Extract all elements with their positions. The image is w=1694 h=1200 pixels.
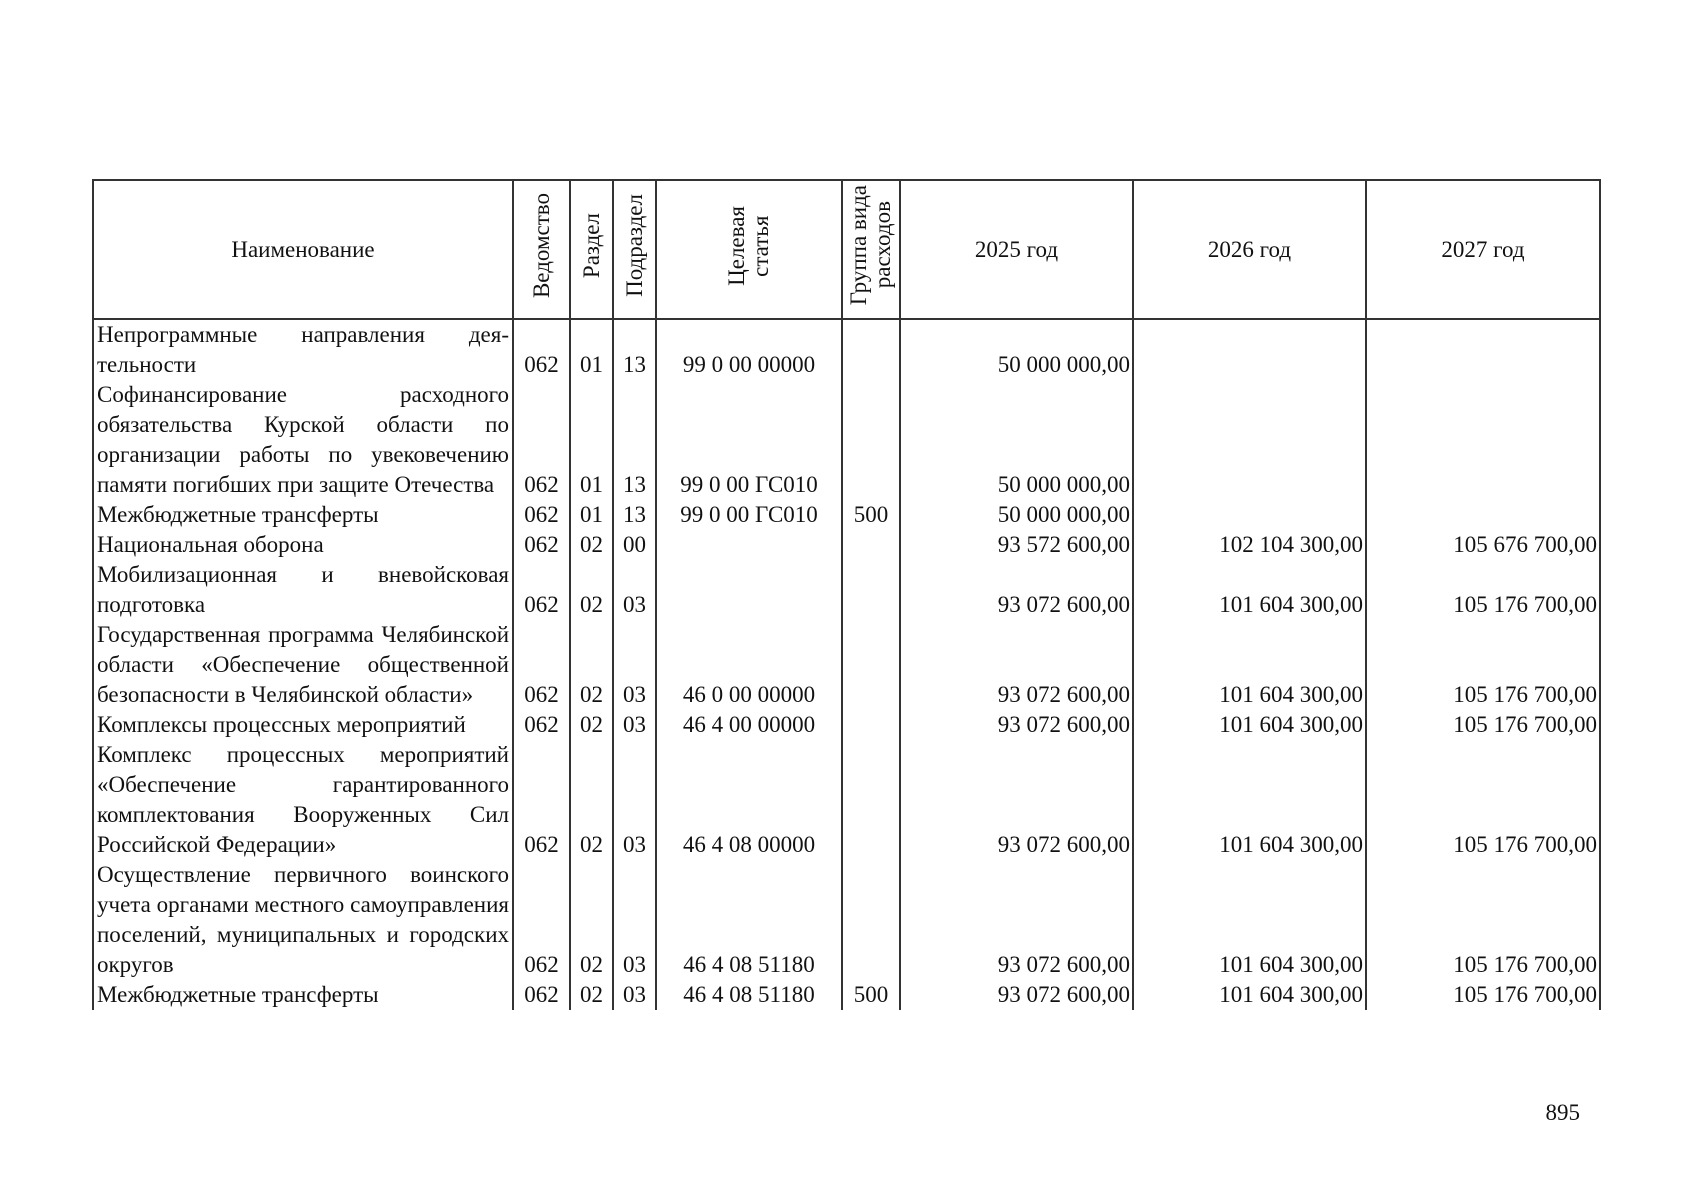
header-celevaya: Целевая статья bbox=[656, 180, 842, 319]
row-ved: 062 bbox=[513, 710, 570, 740]
row-razdel: 02 bbox=[570, 860, 613, 980]
row-celevaya: 99 0 00 ГС010 bbox=[656, 380, 842, 500]
row-2025: 50 000 000,00 bbox=[900, 319, 1133, 380]
row-2025: 93 072 600,00 bbox=[900, 980, 1133, 1010]
header-gruppa: Группа вида расходов bbox=[842, 180, 900, 319]
row-celevaya: 46 4 08 51180 bbox=[656, 980, 842, 1010]
row-gruppa bbox=[842, 560, 900, 620]
row-ved: 062 bbox=[513, 860, 570, 980]
row-podrazdel: 13 bbox=[613, 380, 656, 500]
row-2026 bbox=[1133, 319, 1366, 380]
row-gruppa bbox=[842, 530, 900, 560]
row-2027: 105 176 700,00 bbox=[1366, 980, 1600, 1010]
row-razdel: 02 bbox=[570, 740, 613, 860]
row-name: Софинансирование расходного обязательства Курской области по организации работы по увековечению памяти погибших при защите Отечества bbox=[93, 380, 513, 500]
header-name: Наименование bbox=[93, 180, 513, 319]
row-gruppa bbox=[842, 710, 900, 740]
row-celevaya: 46 4 08 00000 bbox=[656, 740, 842, 860]
row-2027 bbox=[1366, 500, 1600, 530]
row-ved: 062 bbox=[513, 560, 570, 620]
row-2026 bbox=[1133, 380, 1366, 500]
row-podrazdel: 00 bbox=[613, 530, 656, 560]
row-gruppa bbox=[842, 380, 900, 500]
row-2027: 105 176 700,00 bbox=[1366, 560, 1600, 620]
row-celevaya: 46 4 08 51180 bbox=[656, 860, 842, 980]
row-ved: 062 bbox=[513, 980, 570, 1010]
row-ved: 062 bbox=[513, 319, 570, 380]
table-body bbox=[93, 319, 1600, 1010]
table-row bbox=[93, 380, 1600, 500]
row-ved: 062 bbox=[513, 740, 570, 860]
table-row bbox=[93, 560, 1600, 620]
row-2026: 101 604 300,00 bbox=[1133, 560, 1366, 620]
row-ved: 062 bbox=[513, 620, 570, 710]
header-2026: 2026 год bbox=[1133, 180, 1366, 319]
page-number: 895 bbox=[1545, 1100, 1580, 1125]
row-2027 bbox=[1366, 319, 1600, 380]
row-name: Государственная программа Челябинской области «Обеспечение общественной безопасности в Челябинской области» bbox=[93, 620, 513, 710]
header-2025: 2025 год bbox=[900, 180, 1133, 319]
row-celevaya bbox=[656, 560, 842, 620]
row-2025: 93 072 600,00 bbox=[900, 710, 1133, 740]
row-2025: 93 572 600,00 bbox=[900, 530, 1133, 560]
row-2026: 101 604 300,00 bbox=[1133, 710, 1366, 740]
row-2025: 93 072 600,00 bbox=[900, 740, 1133, 860]
table-row bbox=[93, 740, 1600, 860]
table-row bbox=[93, 620, 1600, 710]
row-podrazdel: 03 bbox=[613, 560, 656, 620]
row-razdel: 01 bbox=[570, 500, 613, 530]
row-name: Межбюджетные трансферты bbox=[93, 980, 513, 1010]
table-header bbox=[93, 180, 1600, 319]
row-podrazdel: 03 bbox=[613, 860, 656, 980]
row-razdel: 02 bbox=[570, 530, 613, 560]
row-gruppa: 500 bbox=[842, 500, 900, 530]
row-name: Национальная оборона bbox=[93, 530, 513, 560]
row-name: Непрограммные направления деятельности bbox=[93, 319, 513, 380]
row-2027: 105 176 700,00 bbox=[1366, 860, 1600, 980]
row-2027: 105 676 700,00 bbox=[1366, 530, 1600, 560]
row-2026 bbox=[1133, 500, 1366, 530]
table-row bbox=[93, 980, 1600, 1010]
row-2026: 101 604 300,00 bbox=[1133, 620, 1366, 710]
row-2025: 50 000 000,00 bbox=[900, 500, 1133, 530]
row-name: Межбюджетные трансферты bbox=[93, 500, 513, 530]
row-2026: 101 604 300,00 bbox=[1133, 860, 1366, 980]
row-podrazdel: 13 bbox=[613, 319, 656, 380]
row-podrazdel: 03 bbox=[613, 620, 656, 710]
row-2025: 93 072 600,00 bbox=[900, 560, 1133, 620]
row-razdel: 01 bbox=[570, 380, 613, 500]
row-name: Мобилизационная и вневойсковая подготовка bbox=[93, 560, 513, 620]
row-celevaya: 46 4 00 00000 bbox=[656, 710, 842, 740]
row-name: Осуществление первичного воинского учета органами местного самоуправления поселений, муниципальных и городских округов bbox=[93, 860, 513, 980]
header-ved: Ведомство bbox=[513, 180, 570, 319]
table-row bbox=[93, 710, 1600, 740]
row-gruppa bbox=[842, 740, 900, 860]
row-razdel: 02 bbox=[570, 560, 613, 620]
row-podrazdel: 03 bbox=[613, 710, 656, 740]
row-2026: 101 604 300,00 bbox=[1133, 980, 1366, 1010]
row-podrazdel: 03 bbox=[613, 980, 656, 1010]
table-row bbox=[93, 860, 1600, 980]
row-name: Комплексы процессных мероприятий bbox=[93, 710, 513, 740]
row-celevaya bbox=[656, 530, 842, 560]
row-2026: 101 604 300,00 bbox=[1133, 740, 1366, 860]
row-2027: 105 176 700,00 bbox=[1366, 710, 1600, 740]
row-2025: 93 072 600,00 bbox=[900, 620, 1133, 710]
row-2027: 105 176 700,00 bbox=[1366, 740, 1600, 860]
row-podrazdel: 03 bbox=[613, 740, 656, 860]
row-ved: 062 bbox=[513, 380, 570, 500]
row-2027 bbox=[1366, 380, 1600, 500]
table-row bbox=[93, 319, 1600, 380]
row-ved: 062 bbox=[513, 500, 570, 530]
row-2026: 102 104 300,00 bbox=[1133, 530, 1366, 560]
table-row bbox=[93, 500, 1600, 530]
header-2027: 2027 год bbox=[1366, 180, 1600, 319]
row-2027: 105 176 700,00 bbox=[1366, 620, 1600, 710]
row-razdel: 02 bbox=[570, 980, 613, 1010]
row-ved: 062 bbox=[513, 530, 570, 560]
row-razdel: 01 bbox=[570, 319, 613, 380]
row-2025: 50 000 000,00 bbox=[900, 380, 1133, 500]
row-razdel: 02 bbox=[570, 620, 613, 710]
row-podrazdel: 13 bbox=[613, 500, 656, 530]
row-name: Комплекс процессных мероприятий «Обеспечение гарантированного комплектования Вооруженных Сил Российской Федерации» bbox=[93, 740, 513, 860]
row-celevaya: 99 0 00 ГС010 bbox=[656, 500, 842, 530]
row-gruppa: 500 bbox=[842, 980, 900, 1010]
row-gruppa bbox=[842, 319, 900, 380]
row-razdel: 02 bbox=[570, 710, 613, 740]
row-gruppa bbox=[842, 620, 900, 710]
header-podrazdel: Подраздел bbox=[613, 180, 656, 319]
header-razdel: Раздел bbox=[570, 180, 613, 319]
row-gruppa bbox=[842, 860, 900, 980]
row-2025: 93 072 600,00 bbox=[900, 860, 1133, 980]
row-celevaya: 46 0 00 00000 bbox=[656, 620, 842, 710]
row-celevaya: 99 0 00 00000 bbox=[656, 319, 842, 380]
table-row bbox=[93, 530, 1600, 560]
budget-table bbox=[92, 179, 1601, 1010]
